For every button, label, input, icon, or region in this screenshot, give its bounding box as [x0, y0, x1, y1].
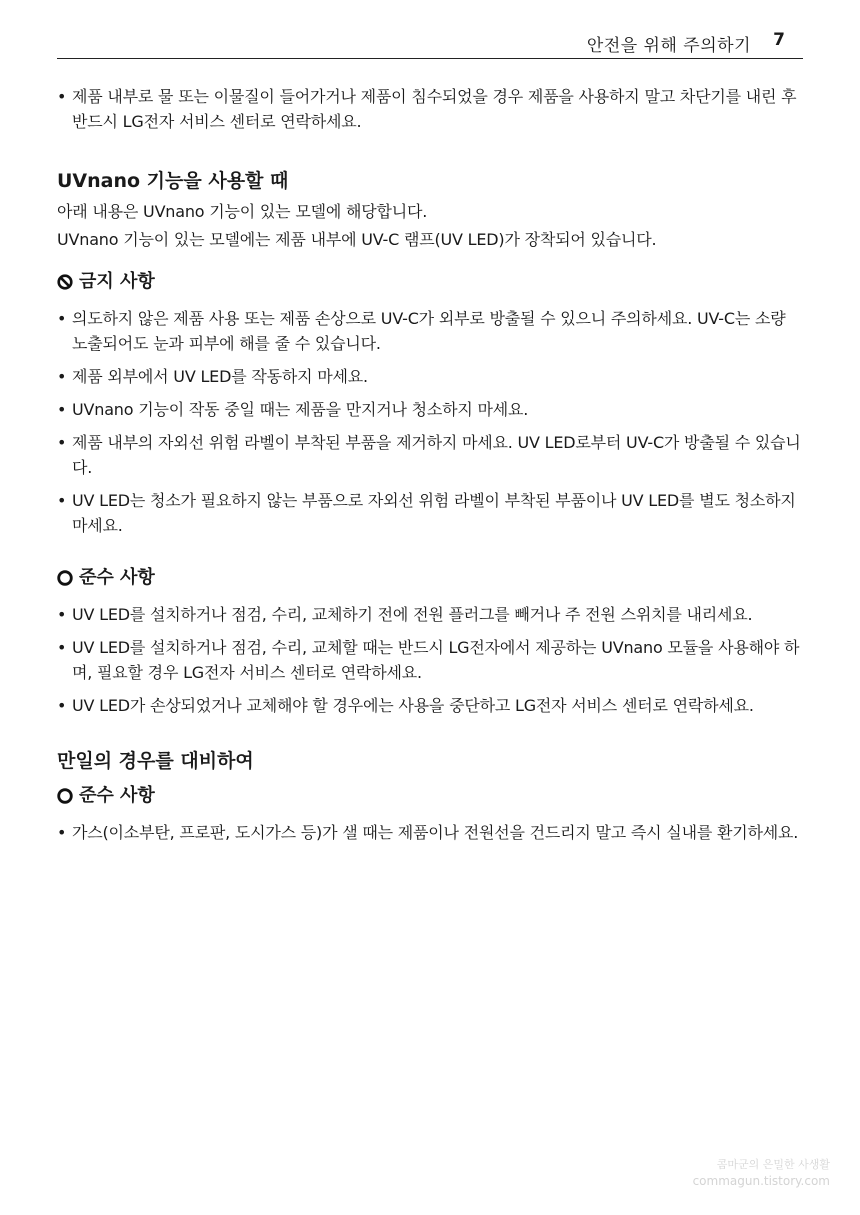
circle-icon	[57, 788, 73, 804]
emergency-comply-heading-label: 준수 사항	[79, 785, 155, 806]
comply-heading	[57, 564, 805, 592]
comply-heading-label: 준수 사항	[79, 567, 155, 588]
prohibit-heading-label: 금지 사항	[79, 271, 155, 292]
list-item: • UV LED를 설치하거나 점검, 수리, 교체할 때는 반드시 LG전자에서 제공하는 UVnano 모듈을 사용해야 하며, 필요할 경우 LG전자 서비스 센터로 연락하세요.	[57, 635, 805, 685]
emergency-section-title: 만일의 경우를 대비하여	[57, 750, 254, 772]
page-header	[57, 28, 803, 59]
list-item: • 제품 외부에서 UV LED를 작동하지 마세요.	[57, 364, 805, 389]
uvnano-line-1: 아래 내용은 UVnano 기능이 있는 모델에 해당합니다.	[57, 202, 428, 221]
list-item: • UV LED를 설치하거나 점검, 수리, 교체하기 전에 전원 플러그를 빼거나 주 전원 스위치를 내리세요.	[57, 602, 805, 627]
watermark-line-2: commagun.tistory.com	[692, 1174, 830, 1188]
uvnano-section-title: UVnano 기능을 사용할 때	[57, 170, 289, 192]
intro-bullet: • 제품 내부로 물 또는 이물질이 들어가거나 제품이 침수되었을 경우 제품을 사용하지 말고 차단기를 내린 후 반드시 LG전자 서비스 센터로 연락하세요.	[57, 84, 805, 134]
uvnano-line-2: UVnano 기능이 있는 모델에는 제품 내부에 UV-C 램프(UV LED)가 장착되어 있습니다.	[57, 230, 657, 249]
list-item: • 의도하지 않은 제품 사용 또는 제품 손상으로 UV-C가 외부로 방출될 수 있으니 주의하세요. UV-C는 소량 노출되어도 눈과 피부에 해를 줄 수 있습니다.	[57, 306, 805, 356]
watermark	[693, 1157, 830, 1189]
list-item: • 가스(이소부탄, 프로판, 도시가스 등)가 샐 때는 제품이나 전원선을 건드리지 말고 즉시 실내를 환기하세요.	[57, 820, 805, 845]
list-item: • 제품 내부의 자외선 위험 라벨이 부착된 부품을 제거하지 마세요. UV LED로부터 UV-C가 방출될 수 있습니다.	[57, 430, 805, 480]
circle-icon	[57, 570, 73, 586]
page-number: 7	[773, 30, 785, 50]
page-content	[57, 84, 805, 853]
header-title: 안전을 위해 주의하기	[586, 36, 751, 56]
watermark-line-1: 콤마군의 은밀한 사생활	[716, 1158, 830, 1171]
emergency-comply-heading	[57, 782, 805, 810]
prohibit-heading	[57, 268, 805, 296]
prohibition-icon	[57, 274, 73, 290]
list-item: • UV LED는 청소가 필요하지 않는 부품으로 자외선 위험 라벨이 부착된 부품이나 UV LED를 별도 청소하지 마세요.	[57, 488, 805, 538]
list-item: • UVnano 기능이 작동 중일 때는 제품을 만지거나 청소하지 마세요.	[57, 397, 805, 422]
list-item: • UV LED가 손상되었거나 교체해야 할 경우에는 사용을 중단하고 LG전자 서비스 센터로 연락하세요.	[57, 693, 805, 718]
